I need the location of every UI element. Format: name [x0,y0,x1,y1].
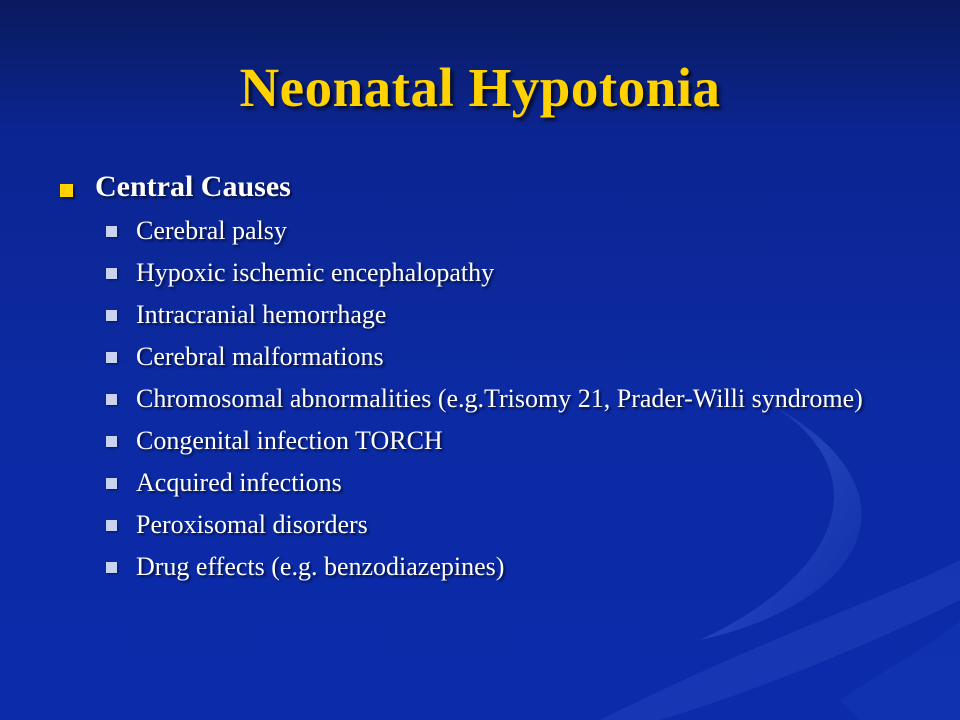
list-item [106,258,900,287]
square-bullet-icon [60,184,73,197]
square-bullet-icon [106,562,117,573]
slide-content [60,170,900,594]
slide-title: Neonatal Hypotonia [239,57,721,118]
square-bullet-icon [106,352,117,363]
square-bullet-icon [106,478,117,489]
list-item-text: Cerebral malformations [136,342,384,371]
list-item-text: Cerebral palsy [136,216,287,245]
list-item-text: Intracranial hemorrhage [136,300,387,329]
square-bullet-icon [106,520,117,531]
square-bullet-icon [106,394,117,405]
list-item [106,384,900,413]
causes-list [60,216,900,581]
list-item-text: Peroxisomal disorders [136,510,368,539]
list-heading [60,170,900,204]
list-heading-text: Central Causes [95,170,291,203]
list-item [106,510,900,539]
square-bullet-icon [106,268,117,279]
square-bullet-icon [106,226,117,237]
square-bullet-icon [106,310,117,321]
list-item [106,552,900,581]
list-item-text: Hypoxic ischemic encephalopathy [136,258,495,287]
list-item [106,342,900,371]
list-item-text: Chromosomal abnormalities (e.g.Trisomy 21, Prader-Willi syndrome) [136,384,863,413]
list-item [106,216,900,245]
square-bullet-icon [106,436,117,447]
list-item-text: Acquired infections [136,468,342,497]
list-item [106,300,900,329]
list-item-text: Drug effects (e.g. benzodiazepines) [136,552,505,581]
list-item [106,426,900,455]
list-item-text: Congenital infection TORCH [136,426,443,455]
list-item [106,468,900,497]
